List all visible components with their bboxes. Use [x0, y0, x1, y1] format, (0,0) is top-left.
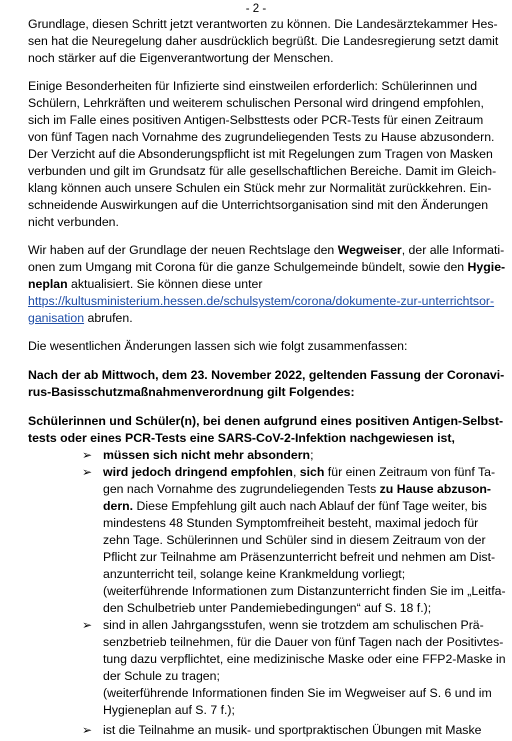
bullet-item: müssen sich nicht mehr absondern; — [103, 448, 314, 462]
wegweiser-term: Wegweiser — [337, 243, 402, 257]
paragraph-line: sich im Falle eines positiven Antigen-Selbsttests oder PCR-Tests für einen Zeitraum — [28, 113, 484, 127]
bullet-item: wird jedoch dringend empfohlen, sich für einen Zeitraum von fünf Ta- — [103, 465, 496, 479]
bullet-arrow-icon: ➢ — [82, 618, 93, 632]
paragraph-line: Grundlage, diesen Schritt jetzt verantworten zu können. Die Landesärztekammer Hes- — [28, 17, 498, 31]
bullet-line: der Schule zu tragen; — [103, 669, 220, 683]
bullet-line: dern. Diese Empfehlung gilt auch nach Ablauf der fünf Tage weiter, bis — [103, 499, 487, 513]
bullet-item: ist die Teilnahme an musik- und sportpraktischen Übungen mit Maske — [103, 723, 482, 737]
paragraph-line: verbunden und gilt im Grundsatz für alle gesellschaftlichen Bereiche. Damit im Gleich- — [28, 164, 497, 178]
bullet-arrow-icon: ➢ — [82, 448, 93, 462]
paragraph-line: Schülern, Lehrkräften und weiterem schulischen Personal wird dringend empfohlen, — [28, 96, 484, 110]
paragraph-line: schneidende Auswirkungen auf die Unterrichtsorganisation sind mit den Änderungen — [28, 198, 489, 212]
bullet-line: (weiterführende Informationen finden Sie im Wegweiser auf S. 6 und im — [103, 686, 492, 700]
section-heading: rus-Basisschutzmaßnahmenverordnung gilt Folgendes: — [28, 385, 355, 399]
documents-link[interactable]: https://kultusministerium.hessen.de/schulsystem/corona/dokumente-zur-unterrichtsor- — [28, 294, 495, 308]
paragraph-line: neplan aktualisiert. Sie können diese unter — [28, 277, 263, 291]
bullet-line: gen nach Vornahme des zugrundeliegenden Tests zu Hause abzuson- — [103, 482, 492, 496]
bullet-line: Pflicht zur Teilnahme am Präsenzunterricht befreit und nehmen am Dist- — [103, 550, 496, 564]
bullet-line: anzunterricht teil, solange keine Krankmeldung vorliegt; — [103, 567, 406, 581]
paragraph-line: sen hat die Neuregelung daher ausdrücklich begrüßt. Die Landesregierung setzt damit — [28, 34, 499, 48]
section-heading: Nach der ab Mittwoch, dem 23. November 2022, geltenden Fassung der Coronavi- — [28, 368, 505, 382]
documents-link-continued[interactable]: ganisation — [28, 311, 85, 325]
bullet-line: den Schulbetrieb unter Pandemiebedingungen“ auf S. 18 f.); — [103, 601, 432, 615]
bullet-line: zehn Tage. Schülerinnen und Schüler sind in diesem Zeitraum von der — [103, 533, 486, 547]
bullet-arrow-icon: ➢ — [82, 465, 93, 479]
paragraph-line: onen zum Umgang mit Corona für die ganze Schulgemeinde bündelt, sowie den Hygie- — [28, 260, 506, 274]
bullet-line: Hygieneplan auf S. 7 f.); — [103, 703, 235, 717]
bullet-line: tung dazu verpflichtet, eine medizinische Maske oder eine FFP2-Maske in — [103, 652, 506, 666]
paragraph-line: Wir haben auf der Grundlage der neuen Rechtslage den Wegweiser, der alle Informati- — [28, 243, 505, 257]
bullet-line: (weiterführende Informationen zum Distanzunterricht finden Sie im „Leitfa- — [103, 584, 506, 598]
paragraph-line: Einige Besonderheiten für Infizierte sind einstweilen erforderlich: Schülerinnen und — [28, 79, 478, 93]
paragraph-line: Die wesentlichen Änderungen lassen sich wie folgt zusammenfassen: — [28, 339, 408, 353]
paragraph-line: klang können auch unsere Schulen ein Stück mehr zur Normalität zurückkehren. Ein- — [28, 181, 492, 195]
bullet-line: senzbetrieb teilnehmen, für die Dauer von fünf Tagen nach der Positivtes- — [103, 635, 504, 649]
paragraph-line: nicht verbunden. — [28, 215, 119, 229]
paragraph-line: von fünf Tagen nach Vornahme des zugrundeliegenden Tests zu Hause abzusondern. — [28, 130, 495, 144]
bullet-arrow-icon: ➢ — [82, 723, 93, 737]
hygieneplan-term: Hygie- — [467, 260, 506, 274]
subsection-heading: tests oder eines PCR-Tests eine SARS-CoV-2-Infektion nachgewiesen ist, — [28, 431, 455, 445]
bullet-line: mindestens 48 Stunden Symptomfreiheit besteht, maximal jedoch für — [103, 516, 479, 530]
paragraph-line: Der Verzicht auf die Absonderungspflicht ist mit Regelungen zum Tragen von Masken — [28, 147, 493, 161]
paragraph-line: noch stärker auf die Eigenverantwortung der Menschen. — [28, 51, 334, 65]
paragraph-line: ganisation abrufen. — [28, 311, 133, 325]
subsection-heading: Schülerinnen und Schüler(n), bei denen aufgrund eines positiven Antigen-Selbst- — [28, 414, 504, 428]
paragraph-line — [28, 293, 494, 310]
bullet-item: sind in allen Jahrgangsstufen, wenn sie trotzdem am schulischen Prä- — [103, 618, 484, 632]
page-number: - 2 - — [245, 3, 267, 15]
